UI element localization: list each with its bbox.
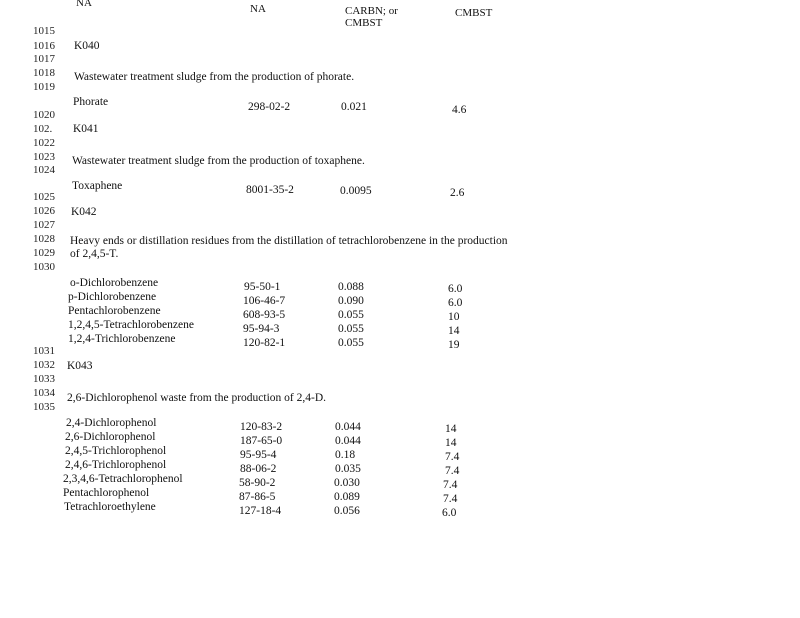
row-nww: 7.4 [445,465,460,477]
row-ww: 0.044 [335,435,361,447]
line-number: 1033 [33,373,55,385]
row-cas: 95-95-4 [240,449,277,461]
row-name: 2,4-Dichlorophenol [66,417,157,429]
line-number: 1016 [33,40,55,52]
row-ww: 0.021 [341,101,367,113]
line-number: 1027 [33,219,55,231]
row-nww: 10 [448,311,460,323]
row-nww: 6.0 [448,297,463,309]
line-number: 102. [33,123,53,135]
row-cas: 8001-35-2 [246,184,294,196]
row-ww: 0.18 [335,449,356,461]
row-nww: 14 [448,325,460,337]
row-cas: 120-82-1 [243,337,286,349]
row-name: Toxaphene [72,180,123,192]
row-ww: 0.0095 [340,185,372,197]
row-nww: 7.4 [445,451,460,463]
line-number: 1026 [33,205,55,217]
line-number: 1020 [33,109,55,121]
line-number: 1017 [33,53,55,65]
row-nww: 19 [448,339,460,351]
header-col-carbn-line1: CARBN; or [345,5,398,17]
row-name: Tetrachloroethylene [64,501,156,513]
row-nww: 14 [445,423,457,435]
section-description-k042-line2: of 2,4,5-T. [70,248,119,260]
row-name: o-Dichlorobenzene [70,277,159,289]
section-description-k041: Wastewater treatment sludge from the production of toxaphene. [72,155,365,167]
line-number: 1023 [33,151,55,163]
section-code-k040: K040 [74,40,100,52]
line-number: 1028 [33,233,55,245]
line-number: 1024 [33,164,55,176]
row-name: Pentachlorophenol [63,487,150,499]
row-ww: 0.056 [334,505,360,517]
section-code-k042: K042 [71,206,97,218]
row-ww: 0.090 [338,295,364,307]
row-ww: 0.044 [335,421,361,433]
row-ww: 0.089 [334,491,360,503]
row-ww: 0.055 [338,309,364,321]
header-col-cmbst: CMBST [455,7,493,19]
line-number: 1031 [33,345,55,357]
row-name: Phorate [73,96,109,108]
row-ww: 0.055 [338,323,364,335]
line-number: 1034 [33,387,55,399]
line-number: 1022 [33,137,55,149]
line-number: 1035 [33,401,55,413]
row-nww: 2.6 [450,187,465,199]
row-cas: 120-83-2 [240,421,283,433]
row-cas: 88-06-2 [240,463,277,475]
row-nww: 6.0 [442,507,457,519]
row-nww: 14 [445,437,457,449]
row-name: 2,4,6-Trichlorophenol [65,459,167,471]
section-description-k042-line1: Heavy ends or distillation residues from the distillation of tetrachlorobenzene in the production [70,235,508,247]
header-col-na-2: NA [250,3,266,15]
line-number: 1019 [33,81,55,93]
header-col-na-1: NA [76,0,92,9]
row-name: p-Dichlorobenzene [68,291,157,303]
line-number: 1029 [33,247,55,259]
section-code-k041: K041 [73,123,99,135]
header-col-carbn-line2: CMBST [345,17,383,29]
row-name: 1,2,4-Trichlorobenzene [68,333,176,345]
row-ww: 0.088 [338,281,364,293]
row-nww: 7.4 [443,493,458,505]
row-cas: 87-86-5 [239,491,276,503]
line-number: 1032 [33,359,55,371]
row-cas: 95-94-3 [243,323,280,335]
row-name: 1,2,4,5-Tetrachlorobenzene [68,319,194,331]
row-cas: 95-50-1 [244,281,281,293]
section-code-k043: K043 [67,360,93,372]
row-cas: 127-18-4 [239,505,282,517]
row-nww: 4.6 [452,104,467,116]
row-name: 2,4,5-Trichlorophenol [65,445,167,457]
row-cas: 187-65-0 [240,435,283,447]
row-ww: 0.055 [338,337,364,349]
line-number: 1018 [33,67,55,79]
section-description-k040: Wastewater treatment sludge from the production of phorate. [74,71,355,83]
row-name: Pentachlorobenzene [68,305,161,317]
row-cas: 608-93-5 [243,309,286,321]
line-number: 1015 [33,25,55,37]
row-ww: 0.035 [335,463,361,475]
row-name: 2,3,4,6-Tetrachlorophenol [63,473,183,485]
line-number: 1030 [33,261,55,273]
row-cas: 106-46-7 [243,295,286,307]
row-ww: 0.030 [334,477,360,489]
row-nww: 7.4 [443,479,458,491]
section-description-k043: 2,6-Dichlorophenol waste from the production of 2,4-D. [67,392,327,404]
row-cas: 58-90-2 [239,477,276,489]
row-name: 2,6-Dichlorophenol [65,431,156,443]
row-nww: 6.0 [448,283,463,295]
row-cas: 298-02-2 [248,101,291,113]
line-number: 1025 [33,191,55,203]
